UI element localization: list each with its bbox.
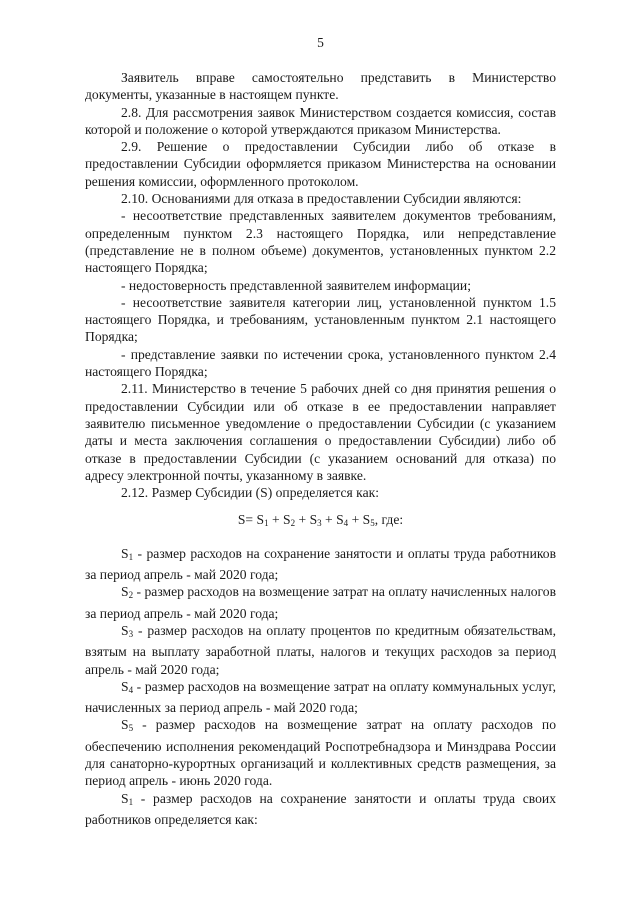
- definition-subscript: 3: [128, 628, 134, 639]
- paragraph: - представление заявки по истечении срока, установленного пунктом 2.4 настоящего Порядка;: [85, 346, 556, 380]
- paragraph: - несоответствие заявителя категории лиц, установленной пунктом 1.5 настоящего Порядка, и требованиям, установленным пунктом 2.1 настоящего Порядка;: [85, 294, 556, 345]
- formula-operator: +: [321, 512, 337, 528]
- page-number: 5: [317, 35, 324, 50]
- definition-symbol: S: [121, 678, 129, 694]
- formula-term-subscript: 1: [264, 518, 269, 529]
- paragraph: Заявитель вправе самостоятельно представить в Министерство документы, указанные в настоящем пункте.: [85, 70, 556, 103]
- formula-term-symbol: S: [256, 512, 265, 528]
- formula-term-subscript: 5: [370, 518, 375, 529]
- definition-text: - размер расходов на сохранение занятости и оплаты труда работников за период апрель - май 2020 года;: [85, 545, 556, 583]
- definition-paragraph: [85, 545, 556, 584]
- definition-paragraph: [85, 622, 556, 678]
- subsidy-formula: [85, 511, 556, 532]
- formula-term-symbol: S: [362, 512, 371, 528]
- formula-term-subscript: 3: [317, 518, 322, 529]
- definition-subscript: 1: [128, 796, 134, 807]
- formula-definitions: [85, 545, 556, 828]
- paragraph: - недостоверность представленной заявителем информации;: [121, 277, 471, 293]
- definition-subscript: 5: [128, 723, 134, 734]
- definition-symbol: S: [121, 790, 129, 806]
- definition-symbol: S: [121, 545, 129, 561]
- definition-subscript: 4: [128, 684, 134, 695]
- formula-operator: +: [348, 512, 363, 528]
- paragraph: 2.10. Основаниями для отказа в предоставлении Субсидии являются:: [121, 191, 522, 207]
- definition-symbol: S: [121, 584, 129, 600]
- formula-operator: +: [295, 512, 310, 528]
- paragraphs-before-formula: [85, 69, 556, 501]
- paragraph: - несоответствие представленных заявителем документов требованиям, определенным пунктом 2.3 настоящего Порядка, или непредставление (представление не в полном объеме) документов, установленных пунктом 2.2 настоящего Порядка;: [85, 208, 556, 276]
- definition-text: - размер расходов на возмещение затрат на оплату расходов по обеспечению исполнения рекомендаций Роспотребнадзора и Минздрава России для санаторно-курортных организаций и коллективных средств размещения, за период апрель - июнь 2020 года.: [85, 717, 556, 789]
- paragraph: 2.11. Министерство в течение 5 рабочих дней со дня принятия решения о предоставлении Субсидии или об отказе в ее предоставлении направляет заявителю письменное уведомление о предоставлении Субсидии (с указанием даты и места заключения соглашения о предоставлении Субсидии) либо об отказе в предоставлении Субсидии (с указанием оснований для отказа) по адресу электронной почты, указанному в заявке.: [85, 381, 556, 483]
- formula-term-symbol: S: [336, 512, 344, 528]
- definition-paragraph: [85, 716, 556, 789]
- definition-paragraph: [85, 790, 556, 829]
- paragraph: 2.12. Размер Субсидии (S) определяется как:: [121, 485, 379, 501]
- formula-term-symbol: S: [283, 512, 291, 528]
- formula-tail: , где:: [374, 512, 404, 528]
- formula-term-subscript: 2: [290, 518, 296, 529]
- definition-text: - размер расходов на возмещение затрат на оплату начисленных налогов за период апрель - май 2020 года;: [85, 584, 556, 621]
- definition-symbol: S: [121, 717, 129, 733]
- definition-paragraph: [85, 583, 556, 622]
- definition-subscript: 2: [128, 590, 134, 601]
- definition-text: - размер расходов на оплату процентов по кредитным обязательствам, взятым на выплату заработной платы, налогов и текущих расходов за период апрель - май 2020 года;: [85, 622, 556, 677]
- formula-operator: +: [268, 512, 284, 528]
- definition-text: - размер расходов на возмещение затрат на оплату коммунальных услуг, начисленных за период апрель - май 2020 года;: [85, 678, 556, 716]
- definition-subscript: 1: [128, 551, 134, 562]
- definition-symbol: S: [121, 622, 129, 638]
- formula-term-symbol: S: [309, 512, 318, 528]
- formula-term-subscript: 4: [343, 518, 349, 529]
- definition-paragraph: [85, 678, 556, 717]
- paragraph: 2.8. Для рассмотрения заявок Министерством создается комиссия, состав которой и положение о которой утверждаются приказом Министерства.: [85, 104, 556, 137]
- paragraph: 2.9. Решение о предоставлении Субсидии либо об отказе в предоставлении Субсидии оформляется приказом Министерства на основании решения комиссии, оформленного протоколом.: [85, 139, 556, 189]
- document-body: [85, 69, 556, 828]
- formula-lhs: S=: [237, 512, 257, 528]
- definition-text: - размер расходов на сохранение занятости и оплаты труда своих работников определяется как:: [85, 790, 556, 827]
